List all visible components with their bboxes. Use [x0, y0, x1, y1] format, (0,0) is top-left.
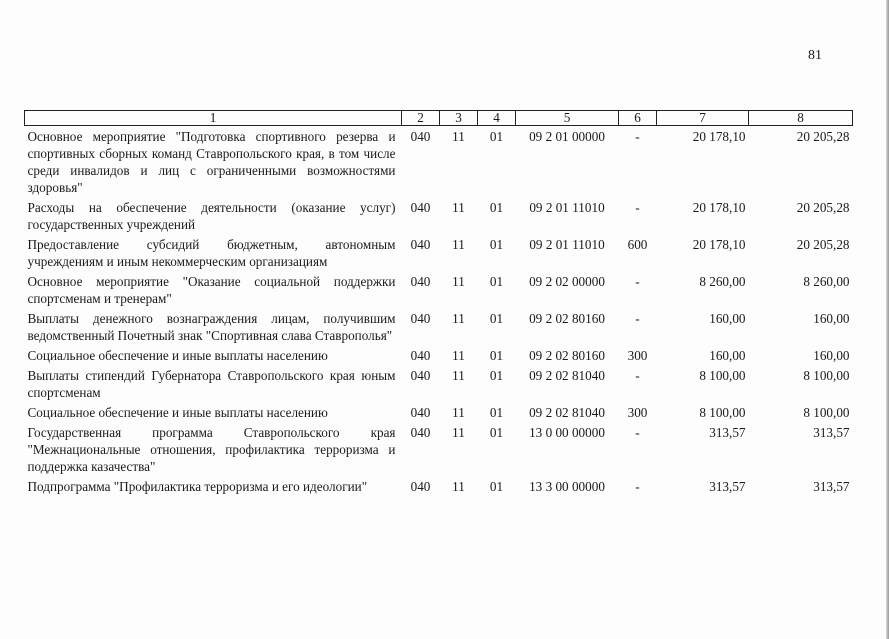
row-target-item: 13 3 00 00000 [529, 479, 605, 494]
row-target-item: 09 2 01 00000 [529, 129, 605, 144]
row-amount-1: 8 100,00 [699, 405, 746, 420]
row-name: Социальное обеспечение и иные выплаты населению [27, 405, 328, 420]
row-amount-2: 20 205,28 [796, 129, 850, 144]
row-target-item: 09 2 02 81040 [529, 405, 605, 420]
row-ministry: 040 [410, 348, 431, 363]
column-header: 5 [516, 111, 619, 126]
row-amount-1: 160,00 [709, 348, 746, 363]
table-row [25, 476, 853, 496]
row-subsection: 01 [489, 200, 504, 215]
row-name: Выплаты денежного вознаграждения лицам, получившим ведомственный Почетный знак "Спортивная слава Ставрополья" [27, 311, 396, 343]
row-section: 11 [452, 425, 465, 440]
column-header: 1 [25, 111, 402, 126]
row-ministry: 040 [410, 425, 431, 440]
row-ministry: 040 [410, 237, 431, 252]
table-row [25, 402, 853, 422]
column-header: 7 [657, 111, 749, 126]
row-subsection: 01 [489, 368, 504, 383]
table-row [25, 197, 853, 234]
row-section: 11 [452, 405, 465, 420]
row-name: Государственная программа Ставропольского края "Межнациональные отношения, профилактика терроризма и поддержка казачества" [27, 425, 396, 474]
row-subsection: 01 [489, 129, 504, 144]
column-header: 8 [749, 111, 853, 126]
row-target-item: 13 0 00 00000 [529, 425, 605, 440]
row-amount-1: 20 178,10 [692, 200, 746, 215]
row-amount-2: 313,57 [813, 479, 850, 494]
row-amount-1: 313,57 [709, 425, 746, 440]
table-row [25, 271, 853, 308]
column-header: 4 [478, 111, 516, 126]
row-ministry: 040 [410, 311, 431, 326]
row-expense-type: - [635, 368, 640, 383]
row-ministry: 040 [410, 368, 431, 383]
row-amount-1: 8 100,00 [699, 368, 746, 383]
row-section: 11 [452, 479, 465, 494]
row-ministry: 040 [410, 479, 431, 494]
table-row [25, 234, 853, 271]
row-expense-type: 300 [627, 348, 648, 363]
row-amount-2: 160,00 [813, 311, 850, 326]
row-section: 11 [452, 200, 465, 215]
row-subsection: 01 [489, 425, 504, 440]
row-amount-2: 313,57 [813, 425, 850, 440]
row-name: Выплаты стипендий Губернатора Ставропольского края юным спортсменам [27, 368, 396, 400]
row-expense-type: - [635, 425, 640, 440]
row-subsection: 01 [489, 479, 504, 494]
row-section: 11 [452, 129, 465, 144]
row-expense-type: 300 [627, 405, 648, 420]
row-section: 11 [452, 348, 465, 363]
row-amount-2: 20 205,28 [796, 237, 850, 252]
row-name: Предоставление субсидий бюджетным, автономным учреждениям и иным некоммерческим организациям [27, 237, 396, 269]
row-amount-1: 8 260,00 [699, 274, 746, 289]
row-expense-type: 600 [627, 237, 648, 252]
table-row [25, 422, 853, 476]
page-number: 81 [808, 48, 822, 63]
row-expense-type: - [635, 479, 640, 494]
row-amount-2: 20 205,28 [796, 200, 850, 215]
row-amount-1: 20 178,10 [692, 129, 746, 144]
row-expense-type: - [635, 274, 640, 289]
row-amount-2: 160,00 [813, 348, 850, 363]
row-section: 11 [452, 368, 465, 383]
row-section: 11 [452, 311, 465, 326]
row-ministry: 040 [410, 405, 431, 420]
column-header: 3 [440, 111, 478, 126]
row-subsection: 01 [489, 237, 504, 252]
row-subsection: 01 [489, 348, 504, 363]
table-row [25, 126, 853, 198]
column-header: 2 [402, 111, 440, 126]
row-ministry: 040 [410, 274, 431, 289]
row-ministry: 040 [410, 129, 431, 144]
row-section: 11 [452, 237, 465, 252]
row-expense-type: - [635, 200, 640, 215]
row-amount-1: 313,57 [709, 479, 746, 494]
row-target-item: 09 2 02 80160 [529, 311, 605, 326]
row-amount-2: 8 260,00 [803, 274, 850, 289]
row-target-item: 09 2 01 11010 [529, 237, 605, 252]
row-name: Основное мероприятие "Оказание социальной поддержки спортсменам и тренерам" [27, 274, 396, 306]
row-section: 11 [452, 274, 465, 289]
budget-table [24, 110, 853, 496]
table-row [25, 308, 853, 345]
table-row [25, 345, 853, 365]
row-target-item: 09 2 02 80160 [529, 348, 605, 363]
row-target-item: 09 2 02 00000 [529, 274, 605, 289]
row-expense-type: - [635, 129, 640, 144]
row-subsection: 01 [489, 311, 504, 326]
column-header: 6 [619, 111, 657, 126]
row-target-item: 09 2 02 81040 [529, 368, 605, 383]
row-subsection: 01 [489, 405, 504, 420]
row-target-item: 09 2 01 11010 [529, 200, 605, 215]
row-subsection: 01 [489, 274, 504, 289]
row-amount-1: 160,00 [709, 311, 746, 326]
header-row [25, 111, 853, 126]
row-amount-2: 8 100,00 [803, 405, 850, 420]
row-expense-type: - [635, 311, 640, 326]
table-row [25, 365, 853, 402]
row-amount-2: 8 100,00 [803, 368, 850, 383]
row-name: Расходы на обеспечение деятельности (оказание услуг) государственных учреждений [27, 200, 396, 232]
row-name: Основное мероприятие "Подготовка спортивного резерва и спортивных сборных команд Ставропольского края, в том числе среди инвалидов и лиц с ограниченными возможностями здоровья" [27, 129, 396, 195]
row-name: Социальное обеспечение и иные выплаты населению [27, 348, 328, 363]
row-ministry: 040 [410, 200, 431, 215]
row-name: Подпрограмма "Профилактика терроризма и его идеологии" [27, 479, 368, 494]
row-amount-1: 20 178,10 [692, 237, 746, 252]
